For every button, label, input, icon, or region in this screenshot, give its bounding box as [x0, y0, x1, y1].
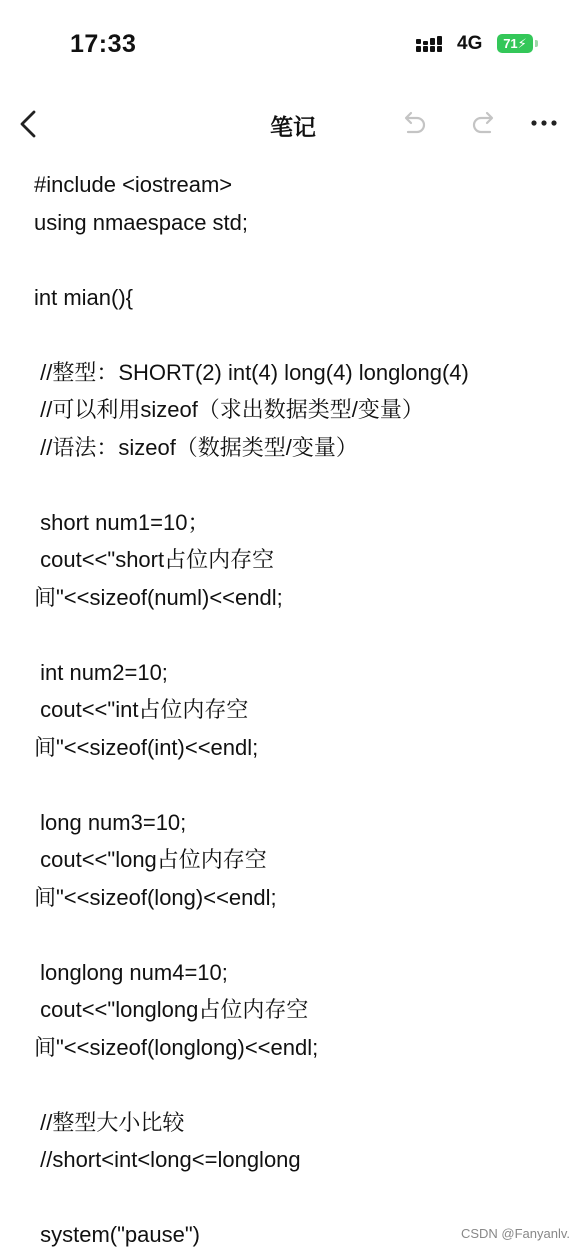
signal-icon: [416, 36, 446, 53]
battery-cap: [535, 40, 538, 47]
watermark: CSDN @Fanyanlv.: [460, 1226, 570, 1241]
note-line: [34, 766, 574, 804]
note-line: [34, 916, 574, 954]
note-line: [34, 1179, 574, 1217]
note-line: int mian(){: [34, 284, 134, 310]
note-line: [34, 466, 574, 504]
note-line: cout<<"longlong占位内存空: [34, 997, 309, 1022]
note-line: long num3=10;: [34, 809, 187, 835]
note-editor[interactable]: [34, 166, 574, 1254]
note-line: [34, 616, 574, 654]
undo-icon[interactable]: [398, 107, 430, 139]
note-line: 间"<<sizeof(longlong)<<endl;: [34, 1034, 319, 1060]
note-line: [34, 316, 574, 354]
battery-icon: 71⚡: [497, 34, 533, 53]
note-line: [34, 1066, 574, 1104]
note-line: cout<<"long占位内存空: [34, 847, 267, 872]
nav-bar: [0, 95, 586, 153]
redo-icon[interactable]: [468, 107, 500, 139]
note-line: 间"<<sizeof(numl)<<endl;: [34, 584, 283, 610]
network-type: 4G: [457, 33, 483, 54]
note-line: short num1=10；: [34, 509, 210, 535]
more-icon[interactable]: [528, 107, 560, 139]
note-line: //short<int<long<=longlong: [34, 1147, 301, 1172]
note-line: 间"<<sizeof(int)<<endl;: [34, 734, 259, 760]
note-line: //语法：sizeof（数据类型/变量）: [34, 434, 358, 460]
page-title: 笔记: [270, 114, 316, 140]
note-line: [34, 241, 574, 279]
note-line: 间"<<sizeof(long)<<endl;: [34, 884, 277, 910]
note-line: system("pause"): [34, 1222, 200, 1247]
note-line: cout<<"short占位内存空: [34, 547, 275, 572]
status-bar: [0, 0, 586, 90]
note-line: int num2=10;: [34, 659, 168, 685]
note-line: #include <iostream>: [34, 172, 233, 197]
status-time: 17:33: [70, 30, 137, 58]
note-line: //整型：SHORT(2) int(4) long(4) longlong(4): [34, 359, 469, 385]
note-line: //整型大小比较: [34, 1109, 185, 1135]
note-line: longlong num4=10;: [34, 959, 228, 985]
note-line: //可以利用sizeof（求出数据类型/变量）: [34, 397, 424, 422]
note-line: using nmaespace std;: [34, 209, 249, 235]
battery-level: 71: [503, 36, 518, 51]
note-line: cout<<"int占位内存空: [34, 697, 249, 722]
